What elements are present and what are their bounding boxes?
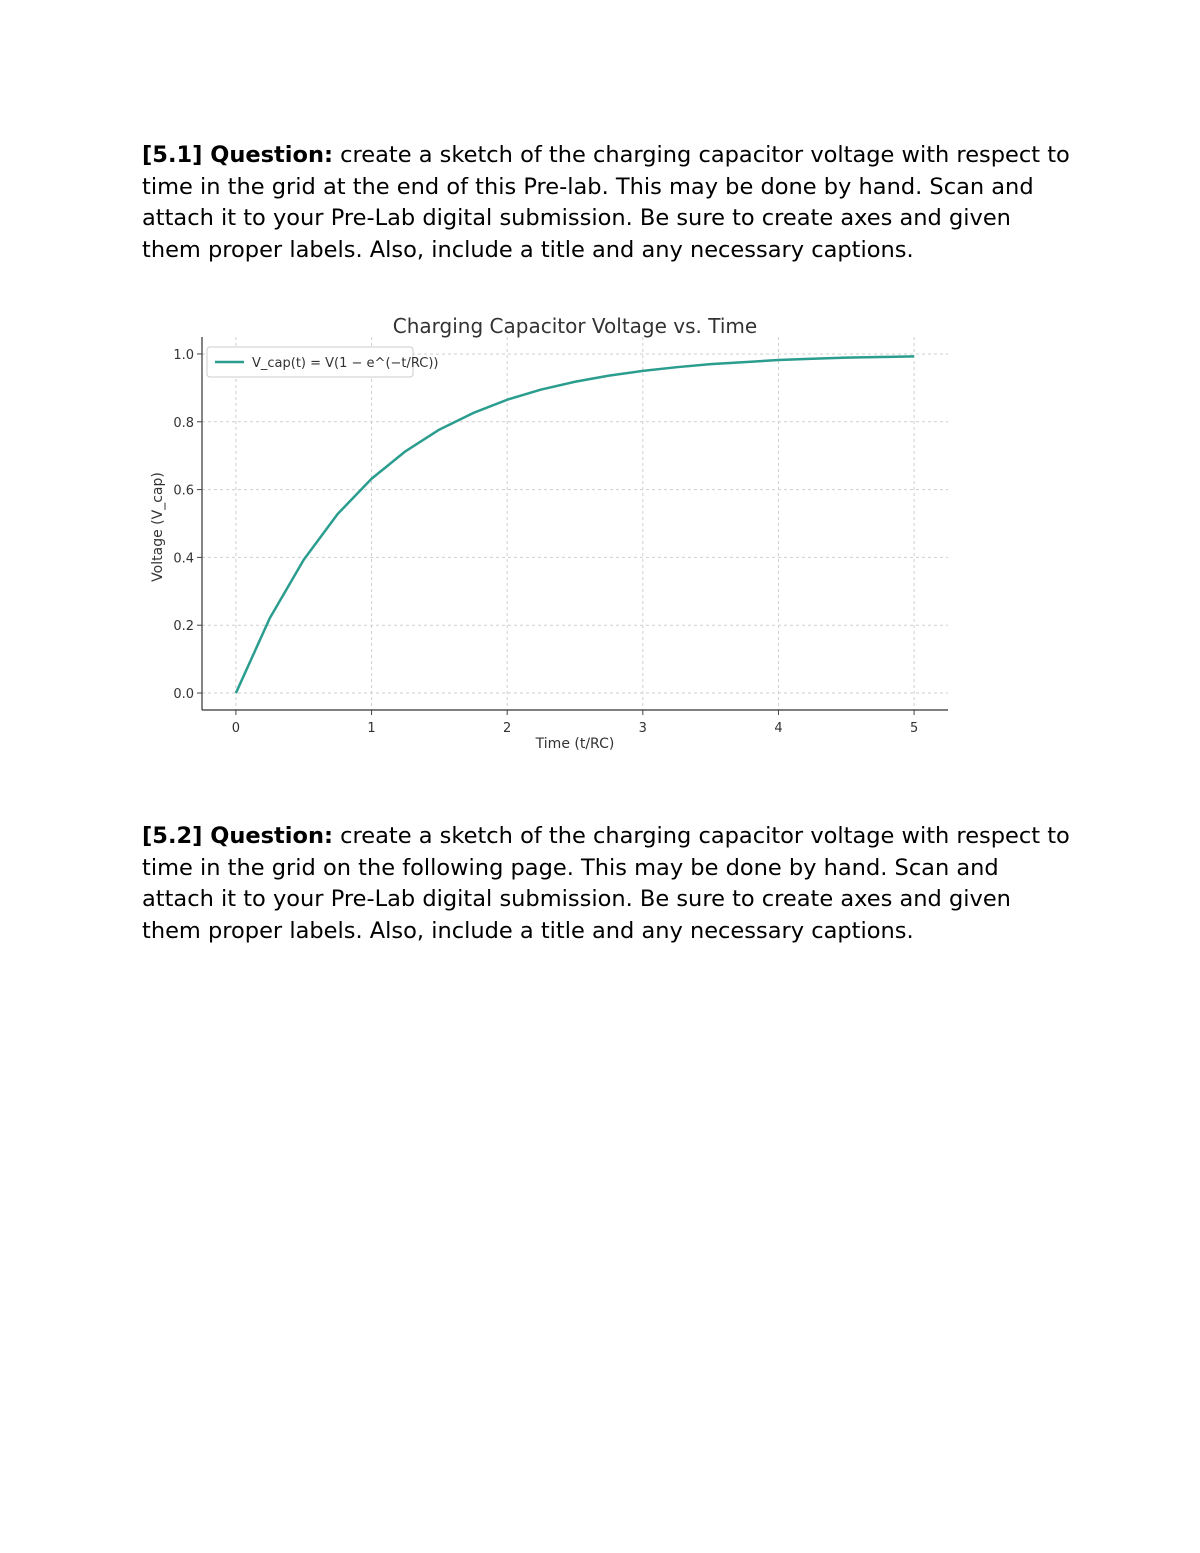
x-tick-label: 2 [503, 721, 512, 736]
x-axis-label: Time (t/RC) [535, 736, 615, 752]
x-tick-label: 5 [909, 721, 919, 736]
x-tick-label: 0 [231, 721, 241, 736]
chart-legend [207, 347, 439, 377]
y-axis-label: Voltage (V_cap) [150, 472, 166, 582]
question-5-2 [142, 821, 1072, 947]
series-line [236, 356, 914, 693]
question-text: create a sketch of the charging capacitor voltage with respect to time in the grid on the following page. This may be done by hand. Scan and attach it to your Pre-Lab digital submission. Be sure to create axes and given them proper labels. Also, include a title and any necessary captions. [142, 823, 1070, 944]
x-tick-label: 3 [638, 721, 647, 736]
y-tick-label: 0.0 [173, 687, 194, 703]
legend-label: V_cap(t) = V(1 − e^(−t/RC)) [252, 356, 439, 371]
question-text: create a sketch of the charging capacitor voltage with respect to time in the grid at the end of this Pre-lab. This may be done by hand. Scan and attach it to your Pre-Lab digital submission. Be sure to create axes and given them proper labels. Also, include a title and any necessary captions. [142, 142, 1070, 263]
charging-capacitor-chart [140, 305, 960, 765]
y-tick-label: 0.8 [173, 415, 194, 431]
question-5-1 [142, 140, 1072, 266]
y-tick-label: 0.2 [173, 619, 194, 635]
chart-svg [140, 305, 960, 765]
chart-title: Charging Capacitor Voltage vs. Time [392, 314, 758, 338]
question-label: [5.2] Question: [142, 823, 333, 849]
question-label: [5.1] Question: [142, 142, 333, 168]
x-tick-label: 4 [774, 721, 783, 736]
x-tick-label: 1 [367, 721, 376, 736]
y-tick-label: 0.4 [173, 551, 194, 567]
y-tick-label: 1.0 [173, 347, 194, 363]
y-tick-label: 0.6 [173, 483, 194, 499]
